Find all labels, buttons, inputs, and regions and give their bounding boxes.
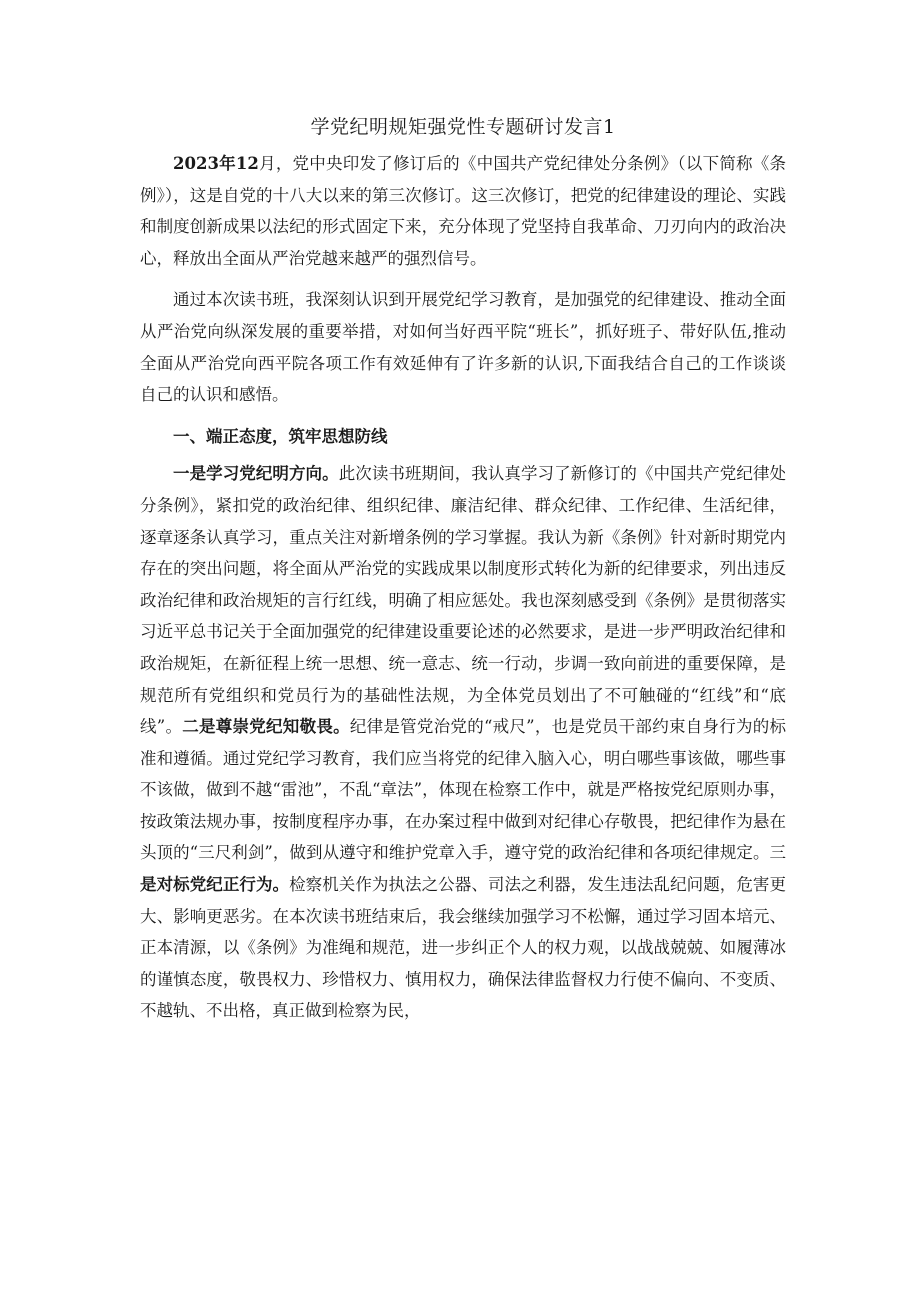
document-page [140,112,786,1037]
point1-text: 此次读书班期间，我认真学习了新修订的《中国共产党纪律处分条例》，紧扣党的政治纪律、组织纪律、廉洁纪律、群众纪律、工作纪律、生活纪律，逐章逐条认真学习，重点关注对新增条例的学习掌握。我认为新《条例》针对新时期党内存在的突出问题，将全面从严治党的实践成果以制度形式转化为新的纪律要求，列出违反政治纪律和政治规矩的言行红线，明确了相应惩处。我也深刻感受到《条例》是贯彻落实习近平总书记关于全面加强党的纪律建设重要论述的必然要求，是进一步严明政治纪律和政治规矩，在新征程上统一思想、统一意志、统一行动，步调一致向前进的重要保障，是规范所有党组织和党员行为的基础性法规，为全体党员划出了不可触碰的“红线”和“底线”。 [140,464,787,737]
document-title: 学党纪明规矩强党性专题研讨发言1 [310,116,616,138]
intro-text: 月，党中央印发了修订后的《中国共产党纪律处分条例》（以下简称《条例》），这是自党的十八大以来的第三次修订。这三次修订，把党的纪律建设的理论、实践和制度创新成果以法纪的形式固定下来，充分体现了党坚持自我革命、刀刃向内的政治决心，释放出全面从严治党越来越严的强烈信号。 [140,154,787,268]
point2-title: 二是尊崇党纪知敬畏。 [182,717,350,737]
paragraph-reading-class: 通过本次读书班，我深刻认识到开展党纪学习教育，是加强党的纪律建设、推动全面从严治党向纵深发展的重要举措，对如何当好西平院“班长”，抓好班子、带好队伍,推动全面从严治党向西平院各项工作有效延伸有了许多新的认识,下面我结合自己的工作谈谈自己的认识和感悟。 [140,290,786,405]
point3-text: 检察机关作为执法之公器、司法之利器，发生违法乱纪问题，危害更大、影响更恶劣。在本次读书班结束后，我会继续加强学习不松懈，通过学习固本培元、正本清源，以《条例》为准绳和规范，进一步纠正个人的权力观，以战战兢兢、如履薄冰的谨慎态度，敬畏权力、珍惜权力、慎用权力，确保法律监督权力行使不偏向、不变质、不越轨、不出格，真正做到检察为民， [140,875,787,1021]
point3-title: 是对标党纪正行为。 [140,875,290,895]
point3-prefix: 三 [769,843,786,863]
intro-date-lead: 2023年12 [173,154,259,173]
point2-text: 纪律是管党治党的“戒尺”，也是党员干部约束自身行为的标准和遵循。通过党纪学习教育，我们应当将党的纪律入脑入心，明白哪些事该做，哪些事不该做，做到不越“雷池”，不乱“章法”，体现在检察工作中，就是严格按党纪原则办事，按政策法规办事，按制度程序办事，在办案过程中做到对纪律心存敬畏，把纪律作为悬在头顶的“三尺利剑”，做到从遵守和维护党章入手，遵守党的政治纪律和各项纪律规定。 [140,717,787,863]
paragraph-points [140,458,786,1027]
section-heading-1: 一、端正态度，筑牢思想防线 [173,426,388,446]
point1-title: 一是学习党纪明方向。 [173,464,339,484]
paragraph-intro [140,148,786,274]
